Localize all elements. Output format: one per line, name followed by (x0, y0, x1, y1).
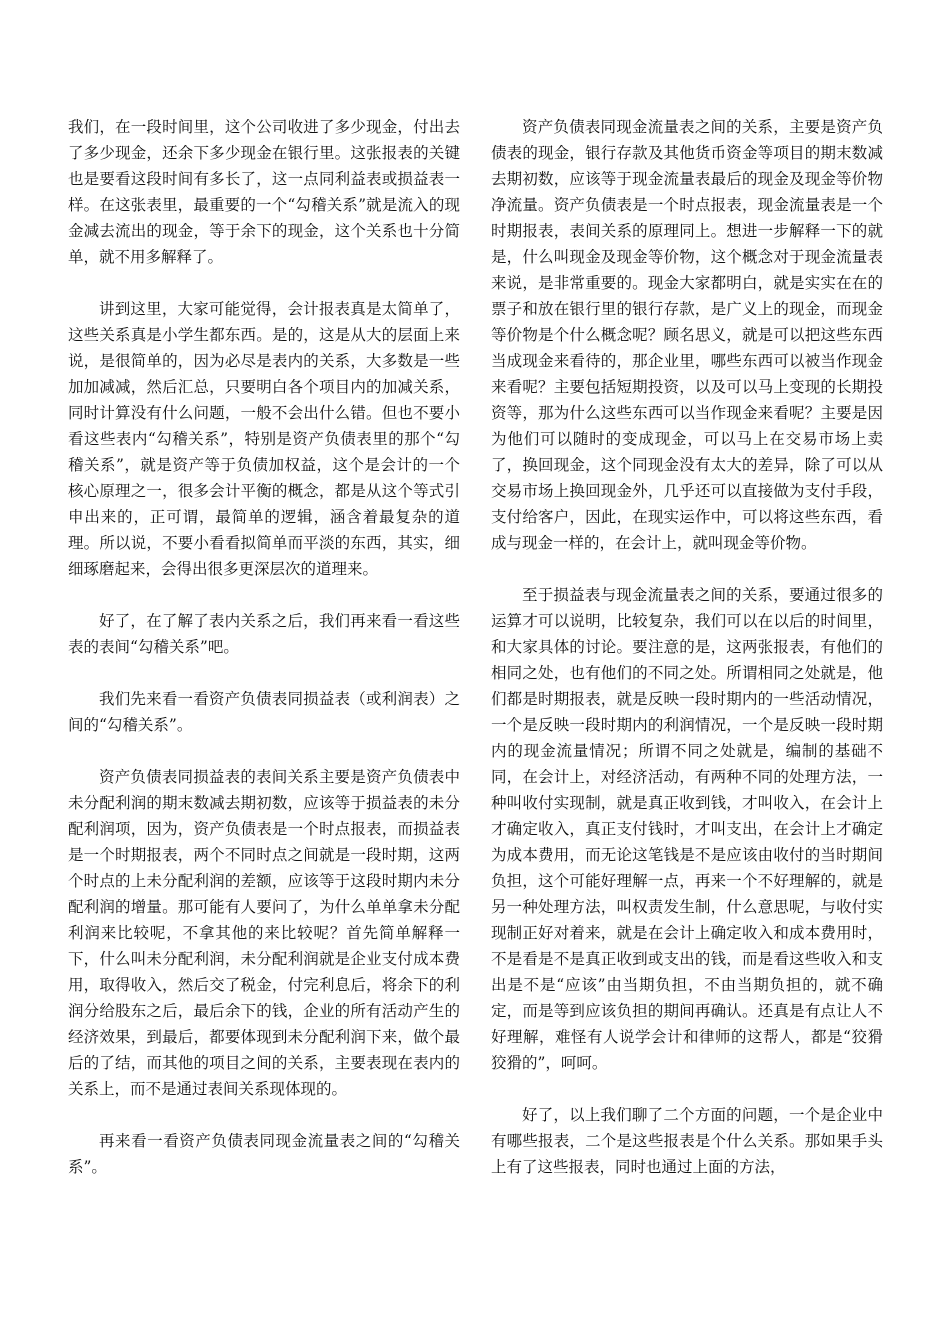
paragraph: 讲到这里，大家可能觉得，会计报表真是太简单了，这些关系真是小学生都东西。是的，这是从大的层面上来说，是很简单的，因为必尽是表内的关系，大多数是一些加加减减，然后汇总，只要明白各个项目内的加减关系，同时计算没有什么问题，一般不会出什么错。但也不要小看这些表内“勾稽关系”，特别是资产负债表里的那个“勾稽关系”，就是资产等于负债加权益，这个是会计的一个核心原理之一，很多会计平衡的概念，都是从这个等式引申出来的，正可谓，最简单的逻辑，涵含着最复杂的道理。所以说，不要小看看拟简单而平淡的东西，其实，细细琢磨起来，会得出很多更深层次的道理来。 (68, 300, 460, 578)
paragraph: 好了，以上我们聊了二个方面的问题，一个是企业中有哪些报表，二个是这些报表是个什么关系。那如果手头上有了这些报表，同时也通过上面的方法， (491, 1106, 883, 1176)
paragraph: 我们，在一段时间里，这个公司收进了多少现金，付出去了多少现金，还余下多少现金在银行里。这张报表的关键也是要看这段时间有多长了，这一点同利益表或损益表一样。在这张表里，最重要的一个“勾稽关系”就是流入的现金减去流出的现金，等于余下的现金，这个关系也十分简单，就不用多解释了。 (68, 118, 460, 266)
paragraph: 我们先来看一看资产负债表同损益表（或利润表）之间的“勾稽关系”。 (68, 690, 460, 734)
paragraph: 资产负债表同现金流量表之间的关系，主要是资产负债表的现金，银行存款及其他货币资金等项目的期末数减去期初数，应该等于现金流量表最后的现金及现金等价物净流量。资产负债表是一个时点报表，现金流量表是一个时期报表，表间关系的原理同上。想进一步解释一下的就是，什么叫现金及现金等价物，这个概念对于现金流量表来说，是非常重要的。现金大家都明白，就是实实在在的票子和放在银行里的银行存款，是广义上的现金，而现金等价物是个什么概念呢？顾名思义，就是可以把这些东西当成现金来看待的，那企业里，哪些东西可以被当作现金来看呢？主要包括短期投资，以及可以马上变现的长期投资等，那为什么这些东西可以当作现金来看呢？主要是因为他们可以随时的变成现金，可以马上在交易市场上卖了，换回现金，这个同现金没有太大的差异，除了可以从交易市场上换回现金外，几乎还可以直接做为支付手段，支付给客户，因此，在现实运作中，可以将这些东西，看成与现金一样的，在会计上，就叫现金等价物。 (491, 118, 883, 552)
paragraph: 好了，在了解了表内关系之后，我们再来看一看这些表的表间“勾稽关系”吧。 (68, 612, 460, 656)
paragraph: 资产负债表同损益表的表间关系主要是资产负债表中未分配利润的期末数减去期初数，应该等于损益表的未分配利润项，因为，资产负债表是一个时点报表，而损益表是一个时期报表，两个不同时点之间就是一段时期，这两个时点的上未分配利润的差额，应该等于这段时期内未分配利润的增量。那可能有人要问了，为什么单单拿未分配利润来比较呢，不拿其他的来比较呢？首先简单解释一下，什么叫未分配利润，未分配利润就是企业支付成本费用，取得收入，然后交了税金，付完利息后，将余下的利润分给股东之后，最后余下的钱，企业的所有活动产生的经济效果，到最后，都要体现到未分配利润下来，做个最后的了结，而其他的项目之间的关系，主要表现在表内的关系上，而不是通过表间关系现体现的。 (68, 768, 460, 1098)
paragraph: 至于损益表与现金流量表之间的关系，要通过很多的运算才可以说明，比较复杂，我们可以在以后的时间里，和大家具体的讨论。要注意的是，这两张报表，有他们的相同之处，也有他们的不同之处。所谓相同之处就是，他们都是时期报表，就是反映一段时期内的一些活动情况，一个是反映一段时期内的利润情况，一个是反映一段时期内的现金流量情况；所谓不同之处就是，编制的基础不同，在会计上，对经济活动，有两种不同的处理方法，一种叫收付实现制，就是真正收到钱，才叫收入，在会计上才确定收入，真正支付钱时，才叫支出，在会计上才确定为成本费用，而无论这笔钱是不是应该由收付的当时期间负担，这个可能好理解一点，再来一个不好理解的，就是另一种处理方法，叫权责发生制，什么意思呢，与收付实现制正好对着来，就是在会计上确定收入和成本费用时，不是看是不是真正收到或支出的钱，而是看这些收入和支出是不是“应该”由当期负担，不由当期负担的，就不确定，而是等到应该负担的期间再确认。还真是有点让人不好理解，难怪有人说学会计和律师的这帮人，都是“狡猾狡猾的”，呵呵。 (491, 586, 883, 1072)
left-column (68, 114, 460, 1180)
paragraph: 再来看一看资产负债表同现金流量表之间的“勾稽关系”。 (68, 1132, 460, 1176)
right-column (491, 114, 883, 1180)
